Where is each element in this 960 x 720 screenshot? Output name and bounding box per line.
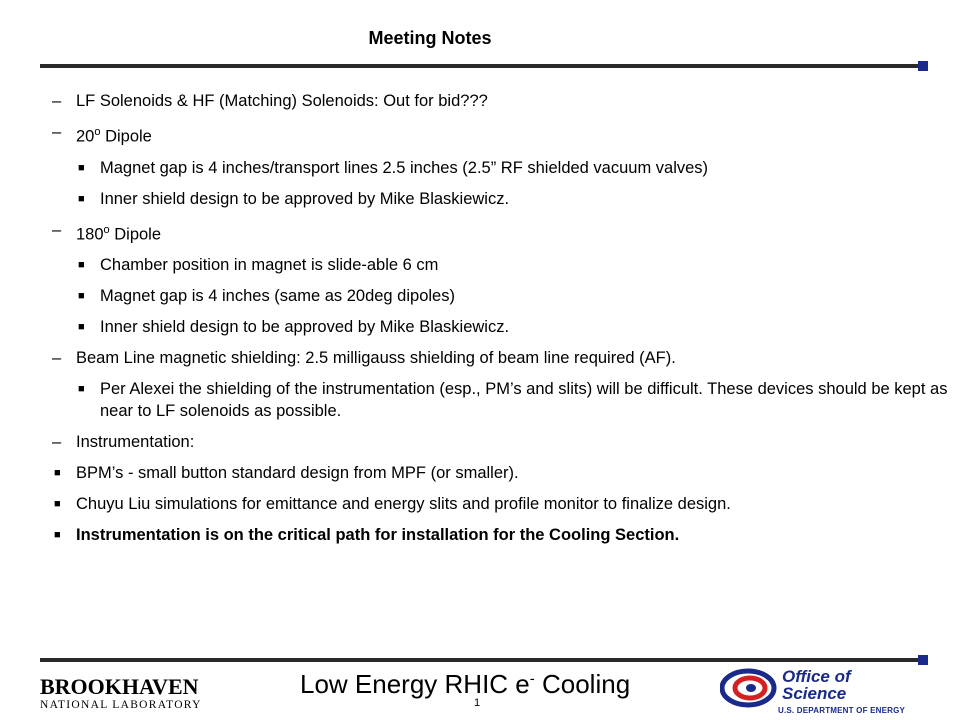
square-bullet-icon: ■ xyxy=(78,321,85,333)
dash-bullet: – xyxy=(52,123,62,141)
item-superscript: o xyxy=(103,223,110,236)
square-bullet-icon: ■ xyxy=(78,383,85,395)
list-item xyxy=(52,219,952,246)
list-item xyxy=(52,121,952,148)
item-text: Instrumentation: xyxy=(76,433,195,451)
doe-swirl-icon xyxy=(720,668,778,708)
item-text: Magnet gap is 4 inches (same as 20deg dipoles) xyxy=(100,287,455,305)
item-text: Instrumentation is on the critical path for installation for the Cooling Section. xyxy=(76,526,680,544)
item-text: BPM’s - small button standard design from MPF (or smaller). xyxy=(76,464,519,482)
item-text: LF Solenoids & HF (Matching) Solenoids: Out for bid??? xyxy=(76,92,488,110)
list-item xyxy=(52,90,952,112)
square-bullet-icon: ■ xyxy=(78,161,85,174)
bnl-subtitle: NATIONAL LABORATORY xyxy=(40,699,202,711)
bottom-divider xyxy=(40,658,928,662)
dash-bullet: – xyxy=(52,349,62,367)
item-text: Inner shield design to be approved by Mike Blaskiewicz. xyxy=(100,189,510,208)
item-text: Beam Line magnetic shielding: 2.5 milligauss shielding of beam line required (AF). xyxy=(76,349,676,367)
list-item xyxy=(52,431,952,453)
list-item xyxy=(52,157,952,179)
item-text: 20 xyxy=(76,127,95,146)
square-bullet-icon: ■ xyxy=(54,498,61,510)
item-text: 180 xyxy=(76,225,104,243)
list-item xyxy=(52,254,952,276)
square-bullet-icon: ■ xyxy=(54,529,61,541)
list-item xyxy=(52,378,952,422)
item-text: Chamber position in magnet is slide-able 6 cm xyxy=(100,256,439,274)
divider-end-block xyxy=(918,61,928,71)
divider-end-block xyxy=(918,655,928,665)
list-item xyxy=(52,188,952,210)
item-text: Chuyu Liu simulations for emittance and energy slits and profile monitor to finalize design. xyxy=(76,495,731,513)
slide-title: Meeting Notes xyxy=(368,28,492,48)
list-item xyxy=(52,285,952,307)
square-bullet-icon: ■ xyxy=(78,192,85,205)
square-bullet-icon: ■ xyxy=(78,259,85,271)
dash-bullet: – xyxy=(52,433,62,451)
brookhaven-logo xyxy=(40,676,220,712)
dash-bullet: – xyxy=(52,92,62,110)
doe-subtitle: U.S. DEPARTMENT OF ENERGY xyxy=(778,706,906,715)
square-bullet-icon: ■ xyxy=(78,290,85,302)
item-text-rest: Dipole xyxy=(100,127,152,146)
dash-bullet: – xyxy=(52,220,62,239)
list-item xyxy=(52,347,952,369)
item-text: Per Alexei the shielding of the instrumentation (esp., PM’s and slits) will be difficult. These devices should be kept as near to LF solenoids as possible. xyxy=(100,380,948,420)
doe-title: Office of Science xyxy=(782,667,851,703)
item-superscript: o xyxy=(94,126,101,138)
bnl-name: BROOKHAVEN xyxy=(40,674,199,699)
square-bullet-icon: ■ xyxy=(54,467,61,479)
item-text: Inner shield design to be approved by Mike Blaskiewicz. xyxy=(100,318,510,336)
footer-title: Low Energy RHIC e- Cooling xyxy=(300,669,631,699)
list-item xyxy=(52,524,952,546)
office-of-science-logo xyxy=(720,668,920,716)
top-divider xyxy=(40,64,928,68)
list-item xyxy=(52,462,952,484)
page-number: 1 xyxy=(474,697,481,709)
list-item xyxy=(52,493,952,515)
item-text: Magnet gap is 4 inches/transport lines 2.5 inches (2.5” RF shielded vacuum valves) xyxy=(100,158,709,177)
list-item xyxy=(52,316,952,338)
notes-list xyxy=(52,90,952,555)
item-text-rest: Dipole xyxy=(109,225,162,243)
